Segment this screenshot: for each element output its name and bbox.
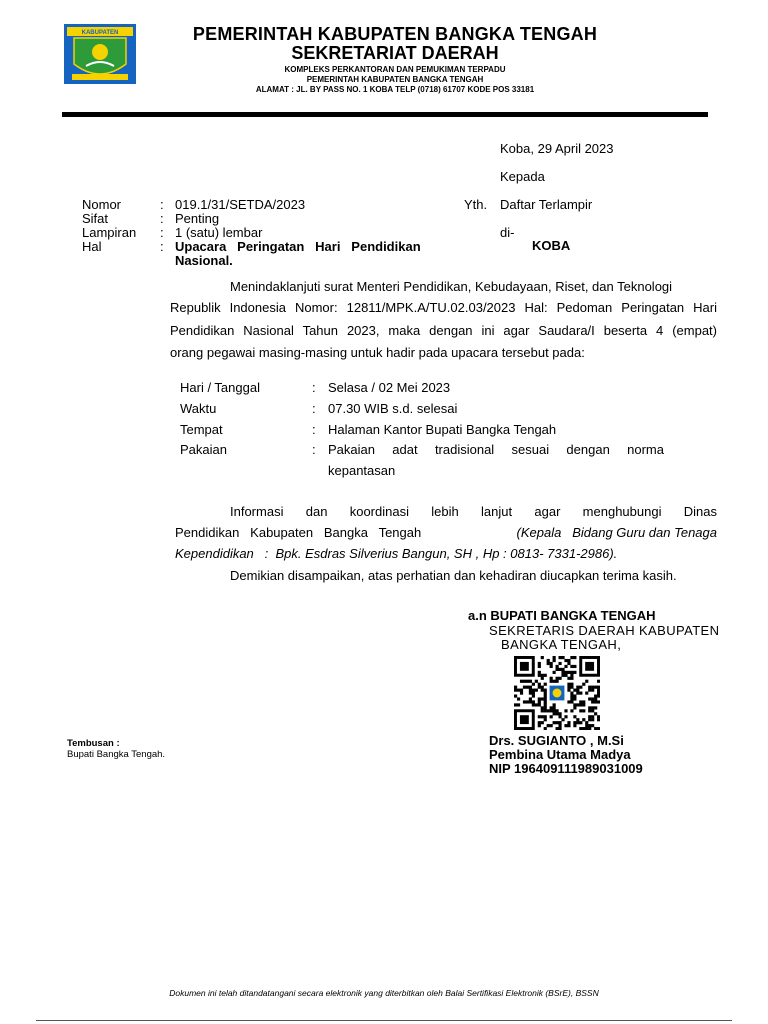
sifat-value: Penting <box>175 211 220 226</box>
letterhead-address: ALAMAT : JL. BY PASS NO. 1 KOBA TELP (0718) 61707 KODE POS 33181 <box>255 85 535 94</box>
hal-value-line1: Upacara Peringatan Hari Pendidikan <box>175 239 421 254</box>
letterhead-office: SEKRETARIAT DAERAH <box>291 43 499 63</box>
detail-attire-colon: : <box>312 442 316 457</box>
detail-day-label: Hari / Tanggal <box>180 380 260 395</box>
place: Koba, <box>500 141 534 156</box>
footer-line <box>36 1020 732 1021</box>
tembusan-label: Tembusan : <box>67 738 120 749</box>
detail-time-colon: : <box>312 401 316 416</box>
hal-value-line2: Nasional. <box>175 253 233 268</box>
letterhead-complex: KOMPLEKS PERKANTORAN DAN PEMUKIMAN TERPADU <box>284 65 506 74</box>
place-date <box>500 142 614 156</box>
para1-line4: orang pegawai masing-masing untuk hadir pada upacara tersebut pada: <box>170 345 585 360</box>
letterhead-government: PEMERINTAH KABUPATEN BANGKA TENGAH <box>192 24 598 44</box>
kepada-label: Kepada <box>500 169 545 184</box>
para2-line2-plain: Pendidikan Kabupaten Bangka Tengah <box>175 525 422 540</box>
closing-text: Demikian disampaikan, atas perhatian dan kehadiran diucapkan terima kasih. <box>230 568 677 583</box>
recipient-city: KOBA <box>532 238 571 253</box>
letterhead-government-small: PEMERINTAH KABUPATEN BANGKA TENGAH <box>306 75 484 84</box>
date: 29 April 2023 <box>537 141 614 156</box>
sifat-colon: : <box>160 211 164 226</box>
nomor-label: Nomor <box>82 197 122 212</box>
signature-title-line2: BANGKA TENGAH, <box>501 637 622 652</box>
lampiran-colon: : <box>160 225 164 240</box>
signer-name: Drs. SUGIANTO , M.Si <box>489 733 624 748</box>
detail-attire-value-line1: Pakaian adat tradisional sesuai dengan norma <box>328 442 664 457</box>
para2-line2-italic: (Kepala Bidang Guru dan Tenaga <box>516 525 717 540</box>
detail-time-label: Waktu <box>180 401 217 416</box>
lampiran-label: Lampiran <box>82 225 137 240</box>
para2-line1: Informasi dan koordinasi lebih lanjut agar menghubungi Dinas <box>230 504 717 519</box>
signature-an: a.n BUPATI BANGKA TENGAH <box>468 608 656 623</box>
detail-place-value: Halaman Kantor Bupati Bangka Tengah <box>328 422 557 437</box>
hal-label: Hal <box>82 239 102 254</box>
para2-line2 <box>175 526 717 540</box>
svg-text:KABUPATEN: KABUPATEN <box>81 30 119 36</box>
detail-place-label: Tempat <box>180 422 223 437</box>
lampiran-value: 1 (satu) lembar <box>175 225 263 240</box>
letterhead-divider <box>62 112 708 117</box>
para1-line2: Republik Indonesia Nomor: 12811/MPK.A/TU.02.03/2023 Hal: Pedoman Peringatan Hari <box>170 300 717 315</box>
detail-place-colon: : <box>312 422 316 437</box>
hal-colon: : <box>160 239 164 254</box>
footer-note: Dokumen ini telah ditandatangani secara elektronik yang diterbitkan oleh Balai Sertifikasi Elektronik (BSrE), BSSN <box>169 988 599 998</box>
detail-time-value: 07.30 WIB s.d. selesai <box>328 401 458 416</box>
signer-rank: Pembina Utama Madya <box>489 747 631 762</box>
sifat-label: Sifat <box>82 211 109 226</box>
regency-logo <box>64 24 136 84</box>
para1-line1: Menindaklanjuti surat Menteri Pendidikan, Kebudayaan, Riset, dan Teknologi <box>230 279 673 294</box>
para2-line3: Kependidikan : Bpk. Esdras Silverius Bangun, SH , Hp : 0813- 7331-2986). <box>175 546 618 561</box>
para1-line3: Pendidikan Nasional Tahun 2023, maka dengan ini agar Saudara/I beserta 4 (empat) <box>170 323 717 338</box>
detail-day-colon: : <box>312 380 316 395</box>
signer-nip: NIP 196409111989031009 <box>489 761 643 776</box>
tembusan-item: Bupati Bangka Tengah. <box>67 749 166 760</box>
recipient-name: Daftar Terlampir <box>500 197 593 212</box>
di-label: di- <box>500 225 515 240</box>
nomor-value: 019.1/31/SETDA/2023 <box>175 197 306 212</box>
signature-title-line1: SEKRETARIS DAERAH KABUPATEN <box>489 623 720 638</box>
signature-qr-code <box>514 656 600 730</box>
detail-day-value: Selasa / 02 Mei 2023 <box>328 380 451 395</box>
detail-attire-value-line2: kepantasan <box>328 463 396 478</box>
nomor-colon: : <box>160 197 164 212</box>
detail-attire-label: Pakaian <box>180 442 227 457</box>
yth-label: Yth. <box>464 197 488 212</box>
